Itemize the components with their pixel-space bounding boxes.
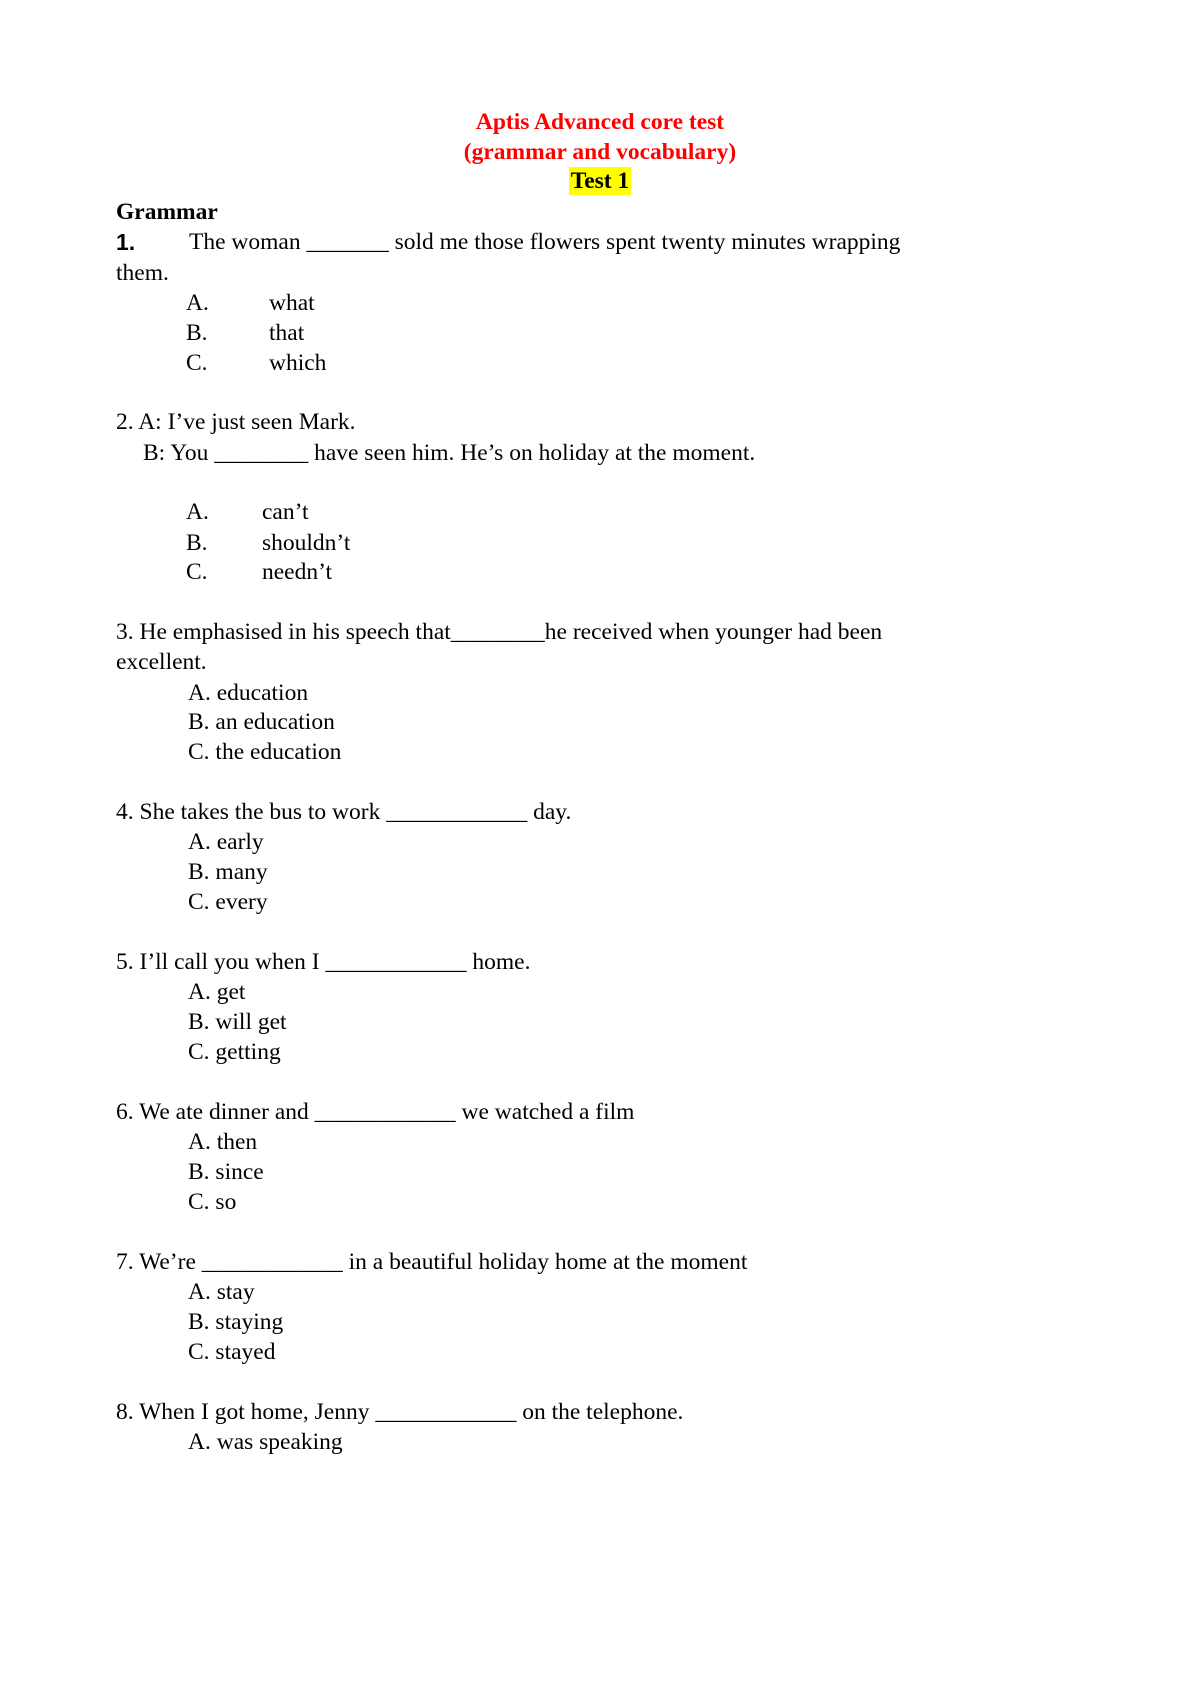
q7-option-c: C. stayed (188, 1339, 276, 1365)
q5-text: 5. I’ll call you when I ____________ home. (116, 949, 531, 975)
q6-text: 6. We ate dinner and ____________ we watched a film (116, 1099, 635, 1125)
section-heading: Grammar (116, 199, 218, 225)
q1-text-cont: them. (116, 260, 169, 286)
q3-option-c: C. the education (188, 739, 342, 765)
test-label: Test 1 (570, 168, 630, 194)
q1-option-b-text: that (269, 320, 305, 346)
q2-option-a-letter: A. (186, 499, 209, 525)
q2-line-a: 2. A: I’ve just seen Mark. (116, 409, 356, 435)
q6-option-b: B. since (188, 1159, 264, 1185)
q4-option-c: C. every (188, 889, 268, 915)
q3-option-b: B. an education (188, 709, 335, 735)
q1-number: 1. (116, 229, 136, 255)
q7-option-b: B. staying (188, 1309, 284, 1335)
q4-option-b: B. many (188, 859, 268, 885)
q2-option-c-letter: C. (186, 559, 208, 585)
q7-option-a: A. stay (188, 1279, 255, 1305)
q1-option-c-text: which (269, 350, 327, 376)
q2-option-c-text: needn’t (262, 559, 333, 585)
test-label-line (0, 170, 1200, 194)
q4-option-a: A. early (188, 829, 264, 855)
q6-option-a: A. then (188, 1129, 258, 1155)
q5-option-b: B. will get (188, 1009, 287, 1035)
q8-option-a: A. was speaking (188, 1429, 343, 1455)
q4-text: 4. She takes the bus to work ____________ day. (116, 799, 572, 825)
q3-option-a: A. education (188, 680, 309, 706)
q2-option-a-text: can’t (262, 499, 309, 525)
q3-text: 3. He emphasised in his speech that________he received when younger had been (116, 619, 883, 645)
q7-text: 7. We’re ____________ in a beautiful holiday home at the moment (116, 1249, 748, 1275)
q8-text: 8. When I got home, Jenny ____________ on the telephone. (116, 1399, 684, 1425)
q2-option-b-text: shouldn’t (262, 530, 351, 556)
title-line-2: (grammar and vocabulary) (463, 139, 737, 165)
title-line-1: Aptis Advanced core test (475, 109, 725, 135)
q5-option-c: C. getting (188, 1039, 281, 1065)
q1-text: The woman _______ sold me those flowers spent twenty minutes wrapping (189, 229, 901, 255)
q5-option-a: A. get (188, 979, 246, 1005)
q6-option-c: C. so (188, 1189, 237, 1215)
q1-option-b-letter: B. (186, 320, 208, 346)
q1-option-a-text: what (269, 290, 315, 316)
q2-option-b-letter: B. (186, 530, 208, 556)
q1-option-a-letter: A. (186, 290, 209, 316)
q2-line-b: B: You ________ have seen him. He’s on holiday at the moment. (143, 440, 756, 466)
q3-text-cont: excellent. (116, 649, 207, 675)
q1-option-c-letter: C. (186, 350, 208, 376)
